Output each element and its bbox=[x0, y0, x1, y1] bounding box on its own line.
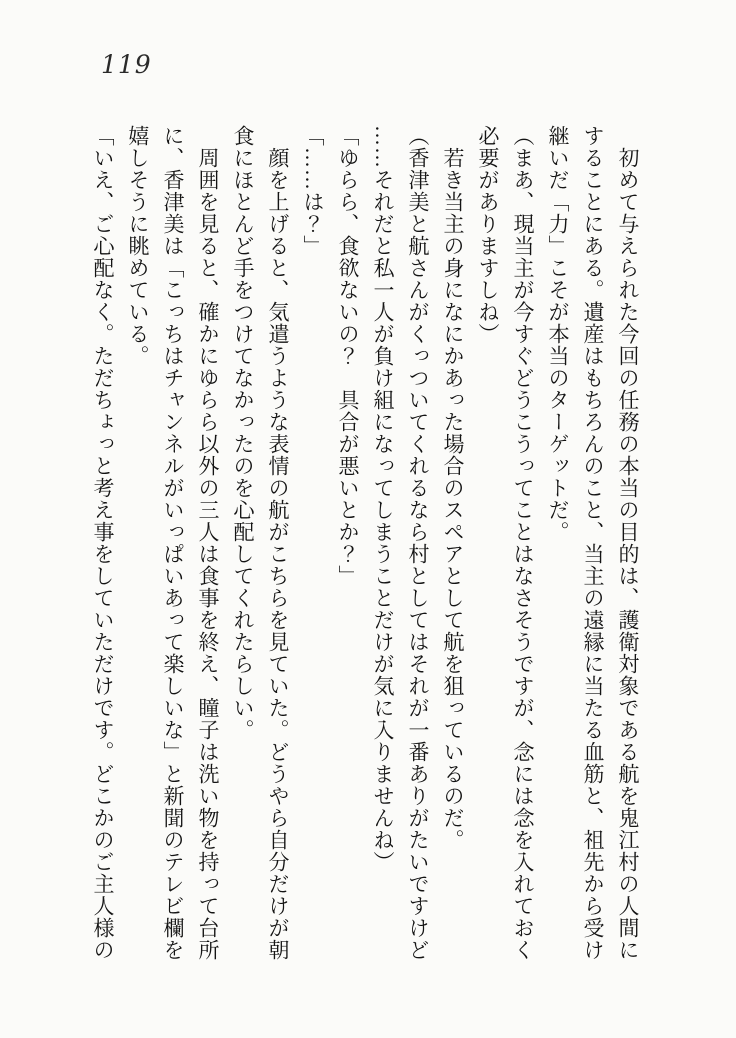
page-number: 119 bbox=[101, 50, 152, 79]
text-line: 顔を上げると、気遣うような表情の航がこちらを見ていた。どうやら自分だけが朝 bbox=[266, 125, 290, 961]
text-line: 食にほとんど手をつけてなかったのを心配してくれたらしい。 bbox=[231, 125, 255, 741]
text-line: 初めて与えられた今回の任務の本当の目的は、護衛対象である航を鬼江村の人間に bbox=[616, 125, 640, 961]
page-text bbox=[85, 125, 645, 965]
text-line: 継いだ「力」こそが本当のターゲットだ。 bbox=[546, 125, 570, 543]
text-line: 若き当主の身になにかあった場合のスペアとして航を狙っているのだ。 bbox=[441, 125, 465, 851]
text-line: （香津美と航さんがくっついてくれるなら村としてはそれが一番ありがたいですけど bbox=[406, 125, 430, 961]
text-line: 周囲を見ると、確かにゆらら以外の三人は食事を終え、瞳子は洗い物を持って台所 bbox=[196, 125, 220, 961]
text-line: 嬉しそうに眺めている。 bbox=[126, 125, 150, 367]
text-line: することにある。遺産はもちろんのこと、当主の遠縁に当たる血筋と、祖先から受け bbox=[581, 125, 605, 961]
text-line: 「ゆらら、食欲ないの？ 具合が悪いとか？」 bbox=[336, 125, 360, 587]
text-line: に、香津美は「こっちはチャンネルがいっぱいあって楽しいな」と新聞のテレビ欄を bbox=[161, 125, 185, 961]
text-line: ……それだと私一人が負け組になってしまうことだけが気に入りませんね） bbox=[371, 125, 395, 873]
text-line: 必要がありますしね） bbox=[476, 125, 500, 345]
text-line: （まあ、現当主が今すぐどうこうってことはなさそうですが、念には念を入れておく bbox=[511, 125, 535, 961]
text-line: 「いえ、ご心配なく。ただちょっと考え事をしていただけです。どこかのご主人様の bbox=[91, 125, 115, 961]
text-line: 「……は？」 bbox=[301, 125, 325, 257]
